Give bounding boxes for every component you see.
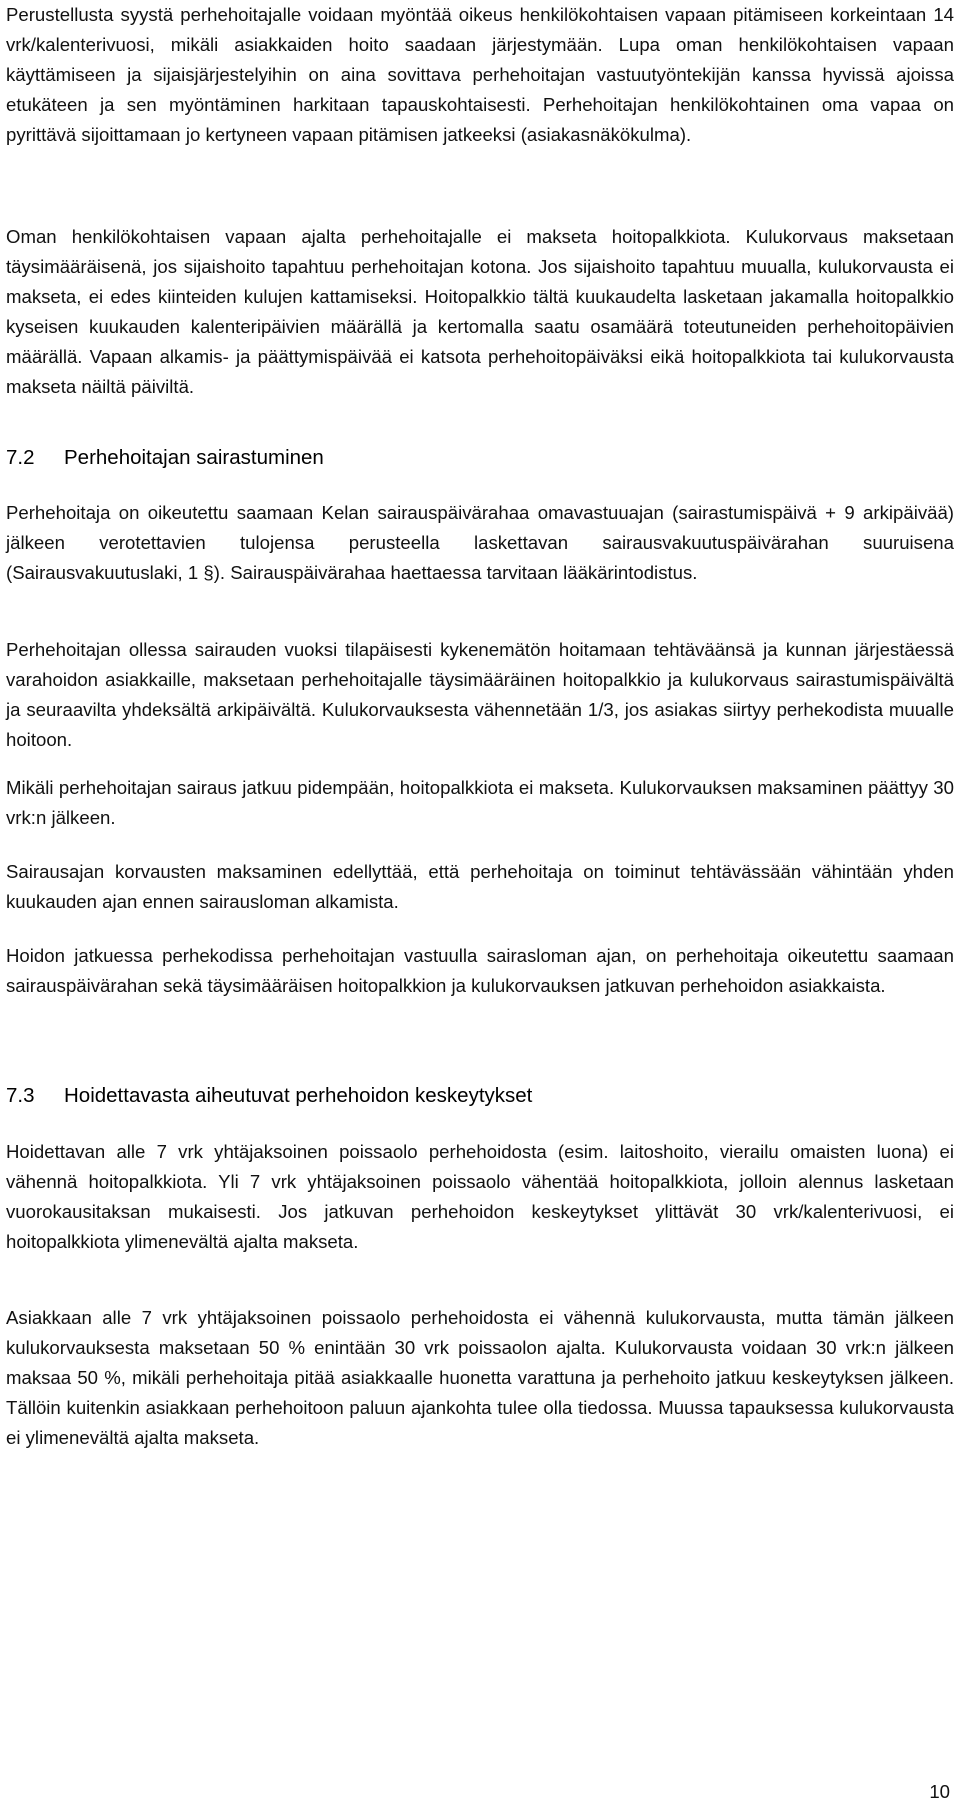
paragraph-leave-compensation: Oman henkilökohtaisen vapaan ajalta perhehoitajalle ei makseta hoitopalkkiota. Kulukorvaus maksetaan täysimääräisenä, jos sijaishoito tapahtuu perhehoitajan kotona. Jos sijaishoito tapahtuu muualla, kulukorvausta ei makseta, ei edes kiinteiden kulujen kattamiseksi. Hoitopalkkio tältä kuukaudelta lasketaan jakamalla hoitopalkkio kyseisen kuukauden kalenteripäivien määrällä ja kertomalla saatu osamäärä toteutuneiden perhehoitopäivien määrällä. Vapaan alkamis- ja päättymispäivää ei katsota perhehoitopäiväksi eikä hoitopalkkiota tai kulukorvausta makseta näiltä päiviltä. [6,226,954,397]
paragraph-prolonged-sickness: Mikäli perhehoitajan sairaus jatkuu pidempään, hoitopalkkiota ei makseta. Kulukorvauksen maksaminen päättyy 30 vrk:n jälkeen. [6,777,954,828]
paragraph-sickness-allowance: Perhehoitaja on oikeutettu saamaan Kelan sairauspäivärahaa omavastuuajan (sairastumispäivä + 9 arkipäivää) jälkeen verotettavien tulojensa perusteella laskettavan sairausvakuutuspäivärahan suuruisena (Sairausvakuutuslaki, 1 §). Sairauspäivärahaa haettaessa tarvitaan lääkärintodistus. [6,502,954,583]
section-heading-7-2 [6,443,954,473]
paragraph-absence-fee: Hoidettavan alle 7 vrk yhtäjaksoinen poissaolo perhehoidosta (esim. laitoshoito, vierailu omaisten luona) ei vähennä hoitopalkkiota. Yli 7 vrk yhtäjaksoinen poissaolo vähentää hoitopalkkiota, jolloin alennus lasketaan vuorokausitaksan mukaisesti. Jos jatkuvan perhehoidon keskeytykset ylittävät 30 vrk/kalenterivuosi, ei hoitopalkkiota ylimenevältä ajalta makseta. [6,1141,954,1252]
section-heading-7-3 [6,1081,954,1111]
page-number: 10 [929,1781,950,1802]
paragraph-absence-cost-compensation: Asiakkaan alle 7 vrk yhtäjaksoinen poissaolo perhehoidosta ei vähennä kulukorvausta, mutta tämän jälkeen kulukorvauksesta maksetaan 50 % enintään 30 vrk poissaolon ajalta. Kulukorvausta voidaan 30 vrk:n jälkeen maksaa 50 %, mikäli perhehoitaja pitää asiakkaalle huonetta varattuna ja perhehoito jatkuu keskeytyksen jälkeen. Tällöin kuitenkin asiakkaan perhehoitoon paluun ajankohta tulee olla tiedossa. Muussa tapauksessa kulukorvausta ei ylimenevältä ajalta makseta. [6,1307,954,1448]
section-number: 7.3 [6,1084,35,1107]
section-title: Hoidettavasta aiheutuvat perhehoidon keskeytykset [64,1084,533,1107]
paragraph-compensation-condition: Sairausajan korvausten maksaminen edellyttää, että perhehoitaja on toiminut tehtävässään vähintään yhden kuukauden ajan ennen sairausloman alkamista. [6,861,954,912]
section-number: 7.2 [6,446,35,469]
section-title: Perhehoitajan sairastuminen [64,446,324,469]
paragraph-care-continuing: Hoidon jatkuessa perhekodissa perhehoitajan vastuulla sairasloman ajan, on perhehoitaja oikeutettu saamaan sairauspäivärahan sekä täysimääräisen hoitopalkkion ja kulukorvauksen jatkuvan perhehoidon asiakkaista. [6,945,954,996]
paragraph-sickness-substitute-care: Perhehoitajan ollessa sairauden vuoksi tilapäisesti kykenemätön hoitamaan tehtäväänsä ja kunnan järjestäessä varahoidon asiakkaille, maksetaan perhehoitajalle täysimääräinen hoitopalkkio ja kulukorvaus sairastumispäivältä ja seuraavilta yhdeksältä arkipäivältä. Kulukorvauksesta vähennetään 1/3, jos asiakas siirtyy perhekodista muualle hoitoon. [6,639,954,750]
paragraph-personal-leave: Perustellusta syystä perhehoitajalle voidaan myöntää oikeus henkilökohtaisen vapaan pitämiseen korkeintaan 14 vrk/kalenterivuosi, mikäli asiakkaiden hoito saadaan järjestymään. Lupa oman henkilökohtaisen vapaan käyttämiseen ja sijaisjärjestelyihin on aina sovittava perhehoitajan vastuutyöntekijän kanssa hyvissä ajoissa etukäteen ja sen myöntäminen harkitaan tapauskohtaisesti. Perhehoitajan henkilökohtainen oma vapaa on pyrittävä sijoittamaan jo kertyneen vapaan pitämisen jatkeeksi (asiakasnäkökulma). [6,4,954,145]
